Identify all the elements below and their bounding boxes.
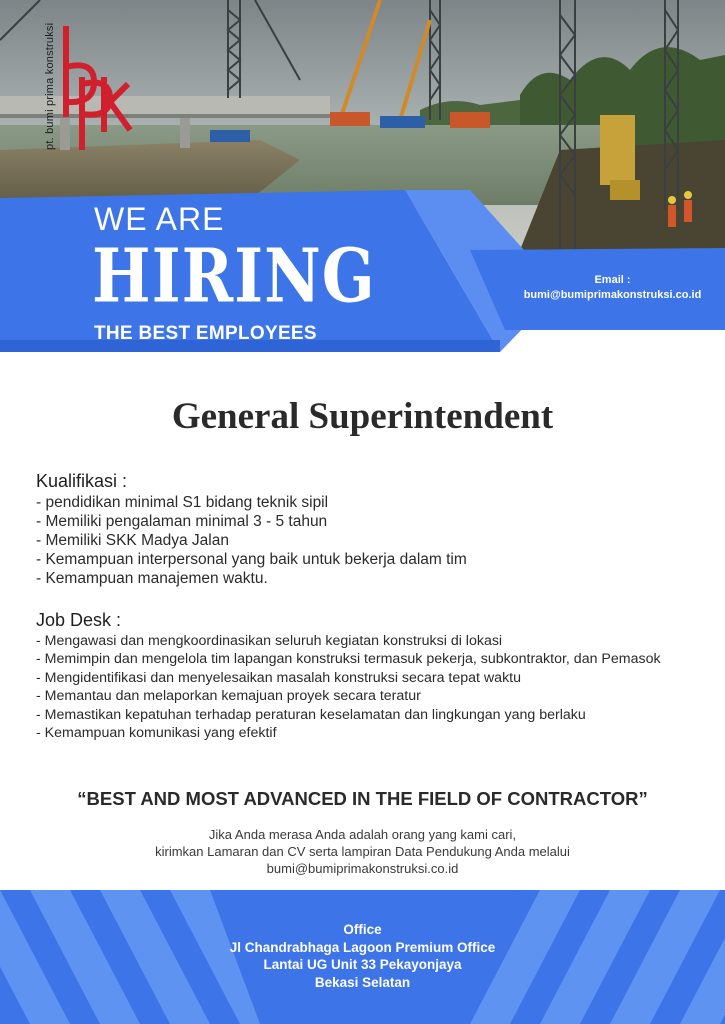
- office-line-1: Jl Chandrabhaga Lagoon Premium Office: [229, 939, 496, 955]
- apply-line-1: Jika Anda merasa Anda adalah orang yang kami cari,: [208, 827, 517, 842]
- hiring-headline: HIRING: [92, 232, 376, 320]
- list-item: - pendidikan minimal S1 bidang teknik sipil: [36, 493, 696, 512]
- company-logo: [44, 22, 139, 157]
- office-label: Office: [343, 922, 382, 937]
- apply-instructions: [0, 826, 725, 877]
- qualifications-heading: Kualifikasi :: [36, 471, 128, 491]
- office-line-2: Lantai UG Unit 33 Pekayonjaya: [263, 957, 462, 972]
- list-item: - Kemampuan manajemen waktu.: [36, 569, 696, 588]
- qualifications-list: [36, 493, 696, 588]
- office-address: [0, 921, 725, 991]
- office-line-3: Bekasi Selatan: [314, 974, 411, 990]
- list-item: - Memimpin dan mengelola tim lapangan konstruksi termasuk pekerja, subkontraktor, dan Pemasok: [36, 650, 696, 668]
- list-item: - Memiliki SKK Madya Jalan: [36, 531, 696, 550]
- email-label: Email :: [594, 274, 631, 286]
- company-slogan: “BEST AND MOST ADVANCED IN THE FIELD OF CONTRACTOR”: [77, 788, 648, 809]
- banner-tagline: THE BEST EMPLOYEES: [94, 323, 317, 344]
- list-item: - Mengawasi dan mengkoordinasikan seluruh kegiatan konstruksi di lokasi: [36, 632, 696, 650]
- bpk-logo-mark: [44, 22, 139, 157]
- apply-line-2: kirimkan Lamaran dan CV serta lampiran Data Pendukung Anda melalui: [155, 844, 570, 859]
- job-desk-heading: Job Desk :: [36, 610, 122, 630]
- job-desk-list: [36, 632, 696, 742]
- list-item: - Kemampuan interpersonal yang baik untuk bekerja dalam tim: [36, 550, 696, 569]
- email-address[interactable]: bumi@bumiprimakonstruksi.co.id: [523, 289, 702, 301]
- list-item: - Kemampuan komunikasi yang efektif: [36, 724, 696, 742]
- logo-caption: pt. bumi prima konstruksi: [44, 22, 56, 150]
- we-are-text: WE ARE: [94, 201, 225, 237]
- list-item: - Memastikan kepatuhan terhadap peraturan keselamatan dan lingkungan yang berlaku: [36, 706, 696, 724]
- job-title: General Superintendent: [171, 396, 554, 437]
- apply-email[interactable]: bumi@bumiprimakonstruksi.co.id: [266, 861, 459, 876]
- banner-email-block: [500, 273, 725, 303]
- list-item: - Mengidentifikasi dan menyelesaikan masalah konstruksi secara tepat waktu: [36, 669, 696, 687]
- list-item: - Memantau dan melaporkan kemajuan proyek secara teratur: [36, 687, 696, 705]
- list-item: - Memiliki pengalaman minimal 3 - 5 tahun: [36, 512, 696, 531]
